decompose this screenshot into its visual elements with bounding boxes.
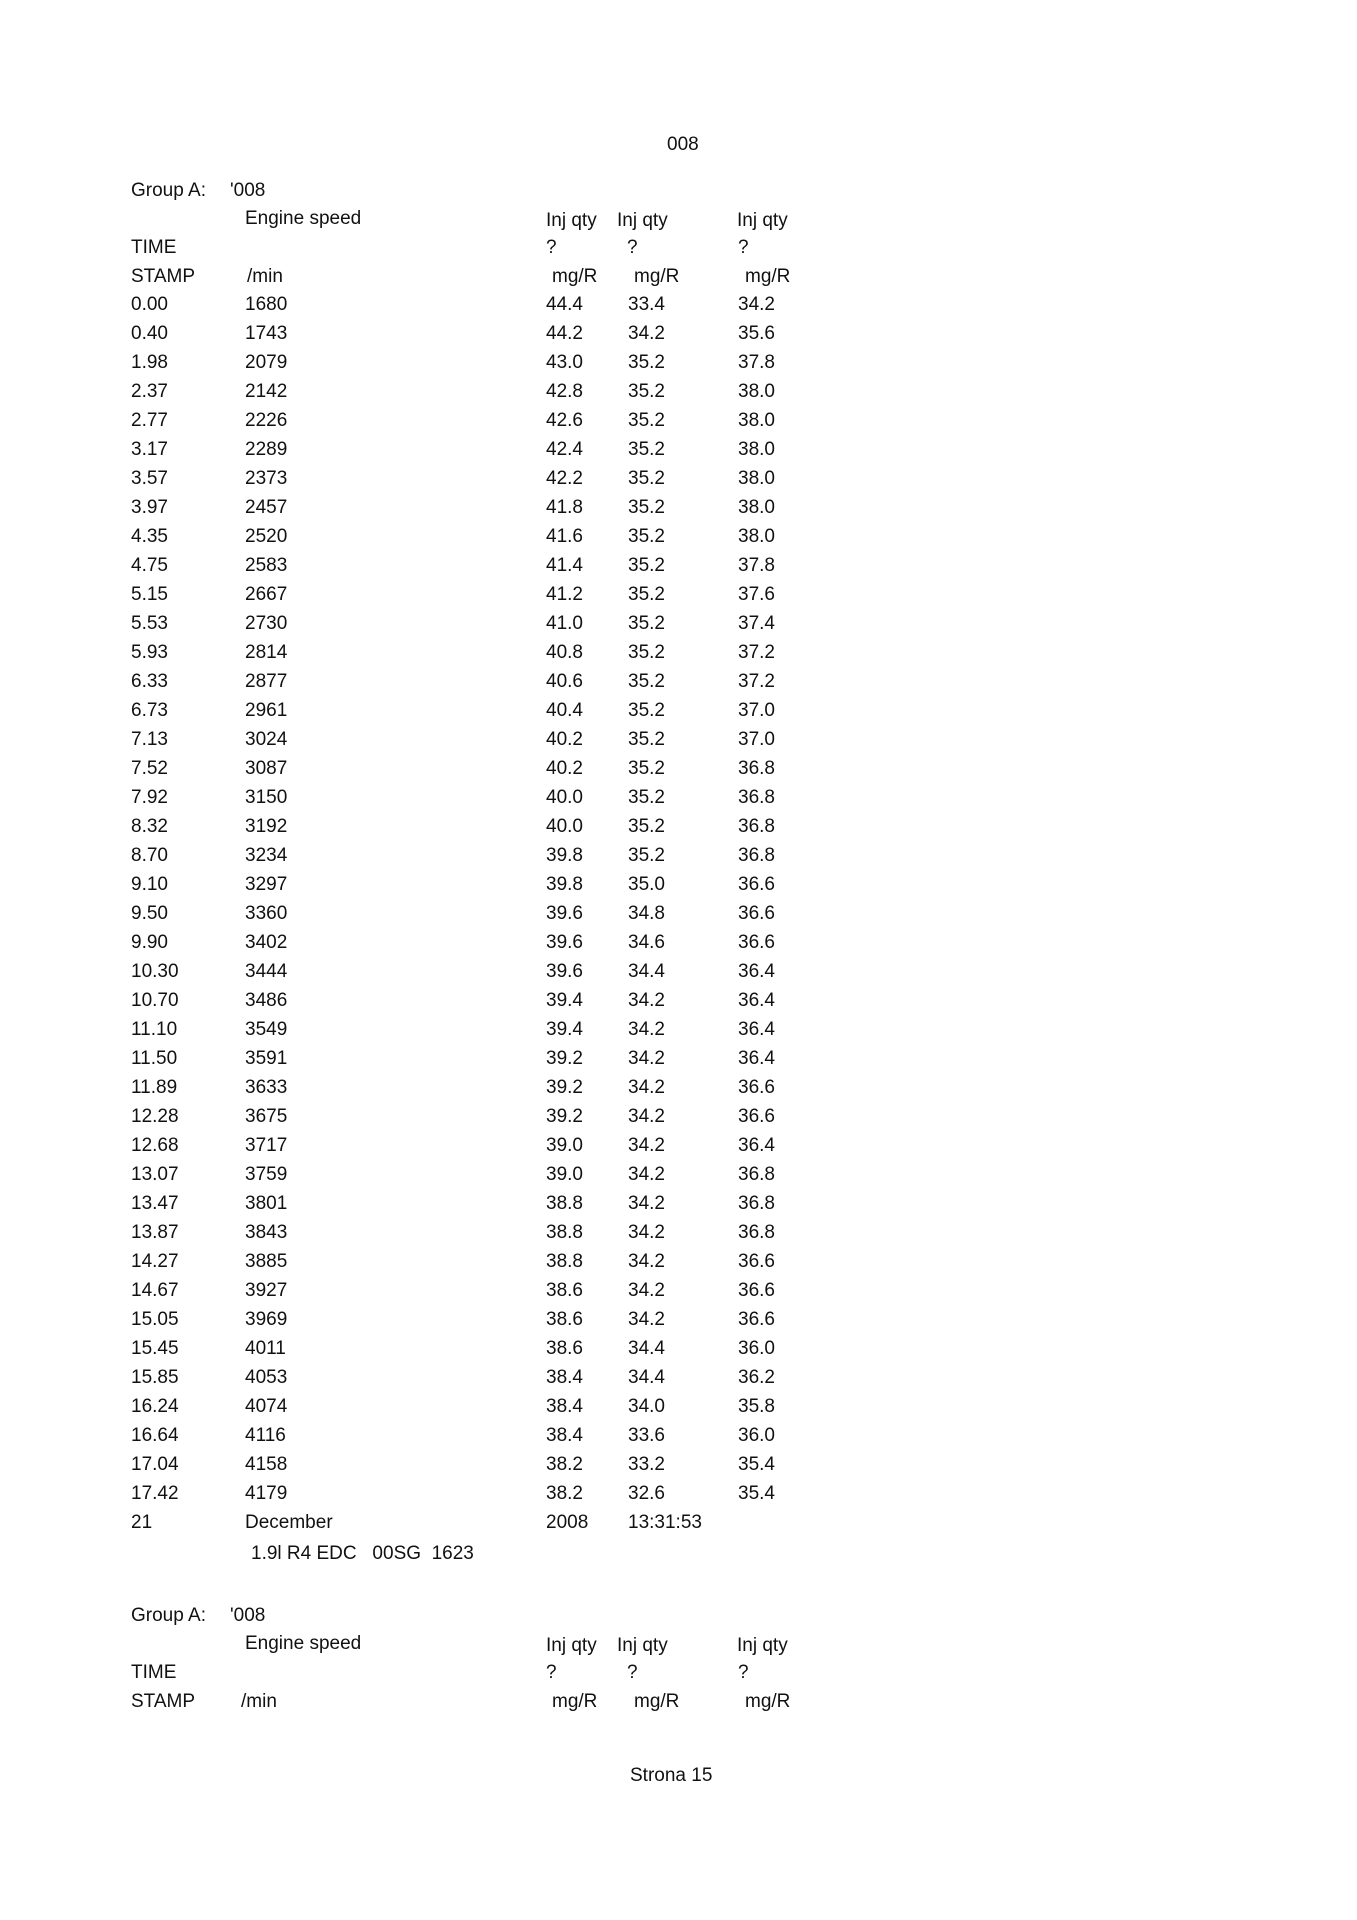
inj-qty-1-cell: 39.6 xyxy=(546,932,583,953)
inj-qty-header-1: Inj qty xyxy=(546,210,597,231)
inj-qty-unknown-2-3: ? xyxy=(738,1662,749,1683)
group-value-2: '008 xyxy=(230,1605,266,1626)
inj-qty-3-cell: 36.6 xyxy=(738,932,775,953)
table-row xyxy=(0,294,1357,323)
table-row xyxy=(0,1048,1357,1077)
speed-cell: 3360 xyxy=(245,903,288,924)
table-row xyxy=(0,1193,1357,1222)
speed-cell: 2877 xyxy=(245,671,288,692)
speed-cell: 2583 xyxy=(245,555,288,576)
inj-qty-1-cell: 38.4 xyxy=(546,1396,583,1417)
inj-qty-3-cell: 36.8 xyxy=(738,1164,775,1185)
inj-qty-unknown-2: ? xyxy=(627,237,638,258)
time-cell: 6.73 xyxy=(131,700,168,721)
time-cell: 7.92 xyxy=(131,787,168,808)
time-cell: 5.93 xyxy=(131,642,168,663)
speed-cell: 4179 xyxy=(245,1483,288,1504)
inj-qty-1-cell: 38.8 xyxy=(546,1222,583,1243)
inj-qty-3-cell: 37.0 xyxy=(738,729,775,750)
inj-qty-2-cell: 34.4 xyxy=(628,961,665,982)
time-cell: 4.75 xyxy=(131,555,168,576)
speed-cell: 3969 xyxy=(245,1309,288,1330)
page-footer: Strona 15 xyxy=(630,1765,713,1786)
time-cell: 8.32 xyxy=(131,816,168,837)
speed-cell: 3591 xyxy=(245,1048,288,1069)
page-header: 008 xyxy=(667,134,699,155)
table-row xyxy=(0,1425,1357,1454)
inj-qty-2-cell: 34.2 xyxy=(628,1309,665,1330)
inj-qty-1-cell: 38.2 xyxy=(546,1483,583,1504)
inj-qty-3-cell: 36.0 xyxy=(738,1425,775,1446)
time-cell: 17.42 xyxy=(131,1483,179,1504)
inj-qty-unit-2-1: mg/R xyxy=(552,1691,598,1712)
table-row xyxy=(0,903,1357,932)
inj-qty-2-cell: 35.2 xyxy=(628,381,665,402)
speed-cell: 3150 xyxy=(245,787,288,808)
table-row xyxy=(0,497,1357,526)
speed-cell: 2814 xyxy=(245,642,288,663)
table-row xyxy=(0,1222,1357,1251)
inj-qty-2-cell: 34.2 xyxy=(628,1019,665,1040)
speed-cell: 2226 xyxy=(245,410,288,431)
inj-qty-1-cell: 39.2 xyxy=(546,1106,583,1127)
inj-qty-1-cell: 39.0 xyxy=(546,1135,583,1156)
inj-qty-2-cell: 35.2 xyxy=(628,555,665,576)
group-label-2: Group A: xyxy=(131,1605,206,1626)
time-cell: 15.05 xyxy=(131,1309,179,1330)
time-cell: 9.50 xyxy=(131,903,168,924)
inj-qty-3-cell: 36.6 xyxy=(738,1280,775,1301)
table-row xyxy=(0,1454,1357,1483)
time-cell: 10.30 xyxy=(131,961,179,982)
date-row xyxy=(0,1512,1357,1541)
inj-qty-2-cell: 35.2 xyxy=(628,352,665,373)
speed-unit-2: /min xyxy=(241,1691,277,1712)
speed-cell: 4011 xyxy=(245,1338,286,1359)
inj-qty-2-cell: 34.2 xyxy=(628,1048,665,1069)
time-cell: 7.13 xyxy=(131,729,168,750)
inj-qty-3-cell: 37.8 xyxy=(738,555,775,576)
time-cell: 6.33 xyxy=(131,671,168,692)
time-cell: 8.70 xyxy=(131,845,168,866)
inj-qty-2-cell: 35.2 xyxy=(628,729,665,750)
inj-qty-3-cell: 36.8 xyxy=(738,758,775,779)
inj-qty-3-cell: 36.4 xyxy=(738,990,775,1011)
table-row xyxy=(0,323,1357,352)
speed-cell: 2961 xyxy=(245,700,288,721)
speed-cell: 3843 xyxy=(245,1222,288,1243)
table-row xyxy=(0,1251,1357,1280)
inj-qty-3-cell: 37.6 xyxy=(738,584,775,605)
inj-qty-unit-1: mg/R xyxy=(552,266,598,287)
inj-qty-1-cell: 43.0 xyxy=(546,352,583,373)
inj-qty-1-cell: 42.6 xyxy=(546,410,583,431)
inj-qty-2-cell: 33.2 xyxy=(628,1454,665,1475)
time-label: TIME xyxy=(131,237,177,258)
inj-qty-3-cell: 35.4 xyxy=(738,1454,775,1475)
inj-qty-1-cell: 39.6 xyxy=(546,961,583,982)
table-row xyxy=(0,787,1357,816)
table-row xyxy=(0,932,1357,961)
date-time: 13:31:53 xyxy=(628,1512,702,1533)
table-row xyxy=(0,1367,1357,1396)
inj-qty-1-cell: 38.8 xyxy=(546,1193,583,1214)
inj-qty-1-cell: 41.6 xyxy=(546,526,583,547)
table-row xyxy=(0,671,1357,700)
table-row xyxy=(0,1309,1357,1338)
speed-cell: 3234 xyxy=(245,845,288,866)
inj-qty-1-cell: 39.8 xyxy=(546,874,583,895)
inj-qty-3-cell: 36.8 xyxy=(738,816,775,837)
time-cell: 12.68 xyxy=(131,1135,179,1156)
time-cell: 9.90 xyxy=(131,932,168,953)
inj-qty-2-cell: 35.2 xyxy=(628,671,665,692)
inj-qty-1-cell: 39.4 xyxy=(546,990,583,1011)
inj-qty-1-cell: 44.4 xyxy=(546,294,583,315)
inj-qty-1-cell: 39.2 xyxy=(546,1048,583,1069)
engine-info: 1.9l R4 EDC 00SG 1623 xyxy=(251,1543,474,1564)
inj-qty-1-cell: 41.8 xyxy=(546,497,583,518)
speed-cell: 3759 xyxy=(245,1164,288,1185)
inj-qty-2-cell: 34.4 xyxy=(628,1367,665,1388)
speed-cell: 2520 xyxy=(245,526,288,547)
speed-cell: 3885 xyxy=(245,1251,288,1272)
inj-qty-1-cell: 40.4 xyxy=(546,700,583,721)
inj-qty-3-cell: 36.6 xyxy=(738,874,775,895)
inj-qty-2-cell: 35.2 xyxy=(628,410,665,431)
date-month: December xyxy=(245,1512,333,1533)
inj-qty-3-cell: 35.6 xyxy=(738,323,775,344)
table-row xyxy=(0,1164,1357,1193)
inj-qty-header-2-1: Inj qty xyxy=(546,1635,597,1656)
inj-qty-3-cell: 36.4 xyxy=(738,1019,775,1040)
inj-qty-2-cell: 35.2 xyxy=(628,497,665,518)
inj-qty-unit-3: mg/R xyxy=(745,266,791,287)
time-cell: 13.47 xyxy=(131,1193,179,1214)
time-cell: 12.28 xyxy=(131,1106,179,1127)
inj-qty-2-cell: 35.2 xyxy=(628,584,665,605)
inj-qty-2-cell: 35.2 xyxy=(628,613,665,634)
inj-qty-unknown-2-2: ? xyxy=(627,1662,638,1683)
inj-qty-1-cell: 40.6 xyxy=(546,671,583,692)
inj-qty-1-cell: 40.2 xyxy=(546,729,583,750)
table-row xyxy=(0,1483,1357,1512)
engine-speed-header: Engine speed xyxy=(245,208,362,229)
table-row xyxy=(0,526,1357,555)
speed-cell: 1680 xyxy=(245,294,288,315)
inj-qty-2-cell: 34.8 xyxy=(628,903,665,924)
time-cell: 4.35 xyxy=(131,526,168,547)
table-row xyxy=(0,729,1357,758)
time-cell: 16.24 xyxy=(131,1396,179,1417)
table-row xyxy=(0,990,1357,1019)
table-row xyxy=(0,758,1357,787)
inj-qty-3-cell: 36.4 xyxy=(738,1135,775,1156)
inj-qty-3-cell: 37.4 xyxy=(738,613,775,634)
inj-qty-2-cell: 35.2 xyxy=(628,642,665,663)
time-cell: 14.67 xyxy=(131,1280,179,1301)
speed-cell: 2373 xyxy=(245,468,288,489)
time-cell: 14.27 xyxy=(131,1251,179,1272)
inj-qty-3-cell: 37.2 xyxy=(738,671,775,692)
inj-qty-3-cell: 38.0 xyxy=(738,497,775,518)
inj-qty-2-cell: 34.2 xyxy=(628,1164,665,1185)
inj-qty-3-cell: 38.0 xyxy=(738,410,775,431)
table-row xyxy=(0,410,1357,439)
inj-qty-3-cell: 35.8 xyxy=(738,1396,775,1417)
time-cell: 17.04 xyxy=(131,1454,179,1475)
time-cell: 2.77 xyxy=(131,410,168,431)
speed-cell: 3675 xyxy=(245,1106,288,1127)
time-cell: 13.87 xyxy=(131,1222,179,1243)
speed-cell: 4116 xyxy=(245,1425,286,1446)
inj-qty-2-cell: 34.2 xyxy=(628,1077,665,1098)
inj-qty-3-cell: 37.0 xyxy=(738,700,775,721)
time-cell: 11.89 xyxy=(131,1077,178,1098)
inj-qty-3-cell: 36.0 xyxy=(738,1338,775,1359)
table-row xyxy=(0,845,1357,874)
inj-qty-header-2-2: Inj qty xyxy=(617,1635,668,1656)
inj-qty-unit-2-2: mg/R xyxy=(634,1691,680,1712)
stamp-label: STAMP xyxy=(131,266,196,287)
inj-qty-1-cell: 38.8 xyxy=(546,1251,583,1272)
inj-qty-1-cell: 41.2 xyxy=(546,584,583,605)
date-year: 2008 xyxy=(546,1512,589,1533)
time-cell: 5.53 xyxy=(131,613,168,634)
inj-qty-3-cell: 36.4 xyxy=(738,961,775,982)
inj-qty-1-cell: 40.2 xyxy=(546,758,583,779)
table-row xyxy=(0,352,1357,381)
inj-qty-3-cell: 34.2 xyxy=(738,294,775,315)
inj-qty-3-cell: 36.2 xyxy=(738,1367,775,1388)
inj-qty-header-3: Inj qty xyxy=(737,210,788,231)
speed-cell: 3927 xyxy=(245,1280,288,1301)
time-cell: 7.52 xyxy=(131,758,168,779)
inj-qty-3-cell: 36.8 xyxy=(738,1222,775,1243)
time-cell: 0.00 xyxy=(131,294,168,315)
time-cell: 3.17 xyxy=(131,439,168,460)
speed-cell: 2289 xyxy=(245,439,288,460)
speed-cell: 3717 xyxy=(245,1135,288,1156)
table-row xyxy=(0,1106,1357,1135)
inj-qty-1-cell: 38.4 xyxy=(546,1367,583,1388)
inj-qty-3-cell: 36.6 xyxy=(738,1251,775,1272)
inj-qty-2-cell: 35.2 xyxy=(628,816,665,837)
group-value: '008 xyxy=(230,180,266,201)
inj-qty-unknown-1: ? xyxy=(546,237,557,258)
speed-cell: 3549 xyxy=(245,1019,288,1040)
table-row xyxy=(0,555,1357,584)
time-cell: 15.85 xyxy=(131,1367,179,1388)
inj-qty-1-cell: 41.0 xyxy=(546,613,583,634)
speed-cell: 2667 xyxy=(245,584,288,605)
table-row xyxy=(0,1135,1357,1164)
inj-qty-1-cell: 39.6 xyxy=(546,903,583,924)
inj-qty-1-cell: 40.8 xyxy=(546,642,583,663)
inj-qty-2-cell: 33.4 xyxy=(628,294,665,315)
inj-qty-2-cell: 35.2 xyxy=(628,787,665,808)
inj-qty-1-cell: 41.4 xyxy=(546,555,583,576)
inj-qty-1-cell: 38.2 xyxy=(546,1454,583,1475)
speed-cell: 1743 xyxy=(245,323,288,344)
engine-speed-header-2: Engine speed xyxy=(245,1633,362,1654)
inj-qty-1-cell: 38.4 xyxy=(546,1425,583,1446)
inj-qty-3-cell: 38.0 xyxy=(738,381,775,402)
time-cell: 11.50 xyxy=(131,1048,178,1069)
inj-qty-1-cell: 38.6 xyxy=(546,1280,583,1301)
inj-qty-1-cell: 38.6 xyxy=(546,1309,583,1330)
speed-cell: 4158 xyxy=(245,1454,288,1475)
inj-qty-unknown-3: ? xyxy=(738,237,749,258)
inj-qty-2-cell: 34.2 xyxy=(628,990,665,1011)
time-cell: 9.10 xyxy=(131,874,168,895)
inj-qty-3-cell: 36.6 xyxy=(738,1077,775,1098)
time-label-2: TIME xyxy=(131,1662,177,1683)
inj-qty-3-cell: 36.8 xyxy=(738,845,775,866)
speed-cell: 3087 xyxy=(245,758,288,779)
inj-qty-1-cell: 40.0 xyxy=(546,787,583,808)
speed-cell: 3402 xyxy=(245,932,288,953)
inj-qty-2-cell: 35.2 xyxy=(628,439,665,460)
time-cell: 2.37 xyxy=(131,381,168,402)
table-row xyxy=(0,439,1357,468)
time-cell: 13.07 xyxy=(131,1164,179,1185)
speed-cell: 3633 xyxy=(245,1077,288,1098)
inj-qty-2-cell: 34.4 xyxy=(628,1338,665,1359)
inj-qty-header-2: Inj qty xyxy=(617,210,668,231)
speed-cell: 4074 xyxy=(245,1396,288,1417)
stamp-label-2: STAMP xyxy=(131,1691,196,1712)
inj-qty-1-cell: 39.4 xyxy=(546,1019,583,1040)
inj-qty-2-cell: 33.6 xyxy=(628,1425,665,1446)
inj-qty-2-cell: 34.2 xyxy=(628,1251,665,1272)
time-cell: 0.40 xyxy=(131,323,168,344)
date-day: 21 xyxy=(131,1512,153,1533)
inj-qty-2-cell: 34.2 xyxy=(628,1222,665,1243)
inj-qty-unit-2-3: mg/R xyxy=(745,1691,791,1712)
inj-qty-2-cell: 32.6 xyxy=(628,1483,665,1504)
table-row xyxy=(0,642,1357,671)
table-row xyxy=(0,1280,1357,1309)
inj-qty-1-cell: 38.6 xyxy=(546,1338,583,1359)
inj-qty-2-cell: 34.2 xyxy=(628,323,665,344)
speed-cell: 3024 xyxy=(245,729,288,750)
inj-qty-3-cell: 36.6 xyxy=(738,903,775,924)
inj-qty-1-cell: 44.2 xyxy=(546,323,583,344)
inj-qty-1-cell: 39.2 xyxy=(546,1077,583,1098)
inj-qty-2-cell: 35.2 xyxy=(628,526,665,547)
time-cell: 11.10 xyxy=(131,1019,178,1040)
table-row xyxy=(0,468,1357,497)
speed-cell: 3801 xyxy=(245,1193,288,1214)
inj-qty-2-cell: 34.2 xyxy=(628,1106,665,1127)
inj-qty-3-cell: 38.0 xyxy=(738,526,775,547)
inj-qty-3-cell: 36.6 xyxy=(738,1309,775,1330)
inj-qty-2-cell: 34.2 xyxy=(628,1193,665,1214)
time-cell: 3.97 xyxy=(131,497,168,518)
group-label: Group A: xyxy=(131,180,206,201)
inj-qty-3-cell: 36.4 xyxy=(738,1048,775,1069)
table-row xyxy=(0,700,1357,729)
time-cell: 3.57 xyxy=(131,468,168,489)
time-cell: 10.70 xyxy=(131,990,179,1011)
inj-qty-1-cell: 39.8 xyxy=(546,845,583,866)
table-row xyxy=(0,584,1357,613)
inj-qty-1-cell: 42.8 xyxy=(546,381,583,402)
inj-qty-3-cell: 36.6 xyxy=(738,1106,775,1127)
inj-qty-2-cell: 34.6 xyxy=(628,932,665,953)
inj-qty-1-cell: 42.4 xyxy=(546,439,583,460)
inj-qty-2-cell: 35.2 xyxy=(628,468,665,489)
time-cell: 1.98 xyxy=(131,352,168,373)
speed-unit: /min xyxy=(247,266,283,287)
table-row xyxy=(0,381,1357,410)
inj-qty-2-cell: 34.2 xyxy=(628,1135,665,1156)
inj-qty-2-cell: 35.0 xyxy=(628,874,665,895)
time-cell: 15.45 xyxy=(131,1338,179,1359)
table-row xyxy=(0,613,1357,642)
inj-qty-1-cell: 39.0 xyxy=(546,1164,583,1185)
table-row xyxy=(0,1077,1357,1106)
inj-qty-3-cell: 36.8 xyxy=(738,1193,775,1214)
inj-qty-2-cell: 35.2 xyxy=(628,700,665,721)
time-cell: 5.15 xyxy=(131,584,168,605)
inj-qty-unit-2: mg/R xyxy=(634,266,680,287)
speed-cell: 2079 xyxy=(245,352,288,373)
inj-qty-2-cell: 34.0 xyxy=(628,1396,665,1417)
inj-qty-2-cell: 35.2 xyxy=(628,845,665,866)
speed-cell: 3486 xyxy=(245,990,288,1011)
time-cell: 16.64 xyxy=(131,1425,179,1446)
inj-qty-3-cell: 37.2 xyxy=(738,642,775,663)
speed-cell: 3297 xyxy=(245,874,288,895)
table-row xyxy=(0,1338,1357,1367)
inj-qty-3-cell: 36.8 xyxy=(738,787,775,808)
speed-cell: 2142 xyxy=(245,381,288,402)
inj-qty-2-cell: 34.2 xyxy=(628,1280,665,1301)
inj-qty-unknown-2-1: ? xyxy=(546,1662,557,1683)
table-row xyxy=(0,874,1357,903)
inj-qty-1-cell: 40.0 xyxy=(546,816,583,837)
inj-qty-header-2-3: Inj qty xyxy=(737,1635,788,1656)
speed-cell: 2730 xyxy=(245,613,288,634)
table-row xyxy=(0,1019,1357,1048)
speed-cell: 3192 xyxy=(245,816,288,837)
speed-cell: 3444 xyxy=(245,961,288,982)
speed-cell: 2457 xyxy=(245,497,288,518)
inj-qty-3-cell: 38.0 xyxy=(738,468,775,489)
table-row xyxy=(0,1396,1357,1425)
inj-qty-3-cell: 35.4 xyxy=(738,1483,775,1504)
speed-cell: 4053 xyxy=(245,1367,288,1388)
table-row xyxy=(0,961,1357,990)
inj-qty-3-cell: 37.8 xyxy=(738,352,775,373)
inj-qty-1-cell: 42.2 xyxy=(546,468,583,489)
inj-qty-3-cell: 38.0 xyxy=(738,439,775,460)
inj-qty-2-cell: 35.2 xyxy=(628,758,665,779)
table-row xyxy=(0,816,1357,845)
